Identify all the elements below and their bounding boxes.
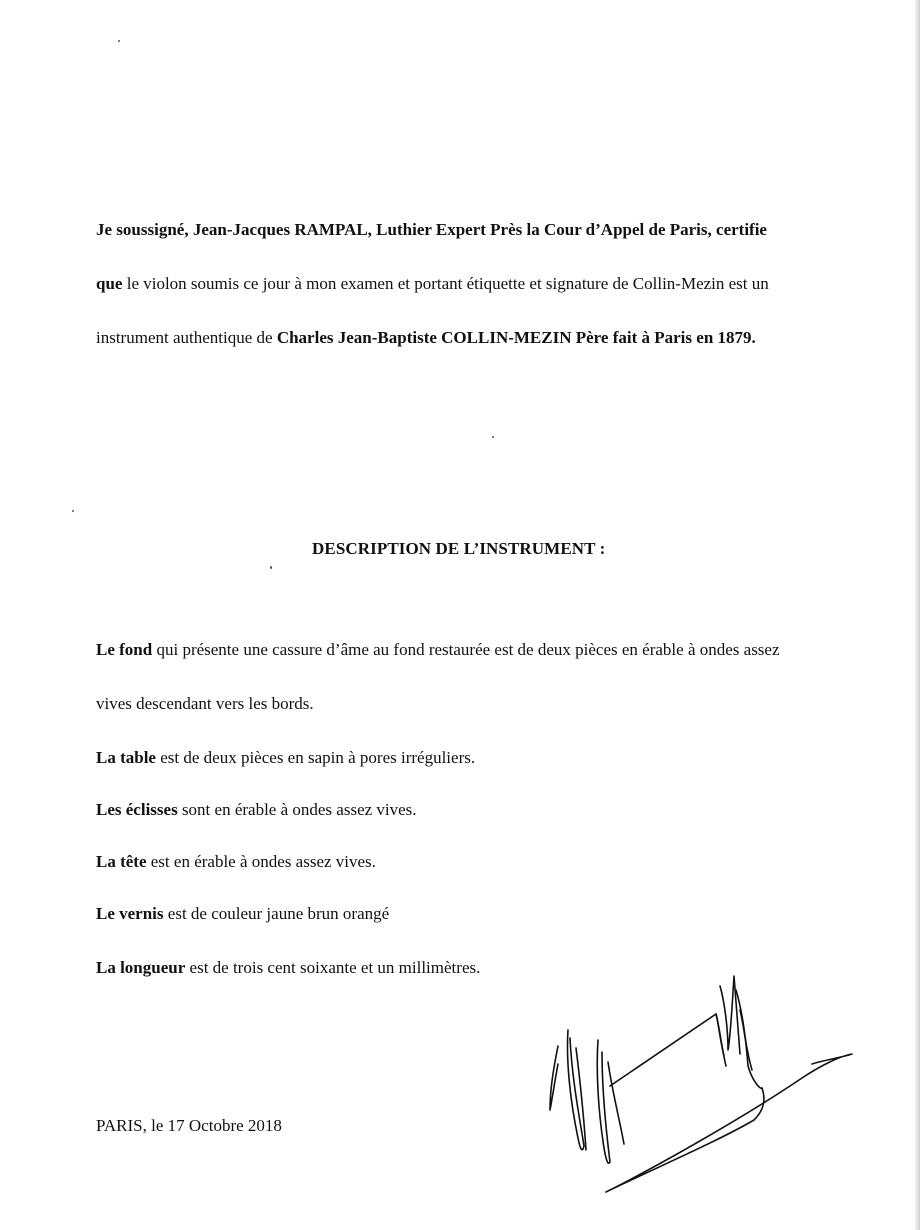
description-table: [96, 748, 475, 768]
certification-statement-bold: Je soussigné, Jean-Jacques RAMPAL, Luthier Expert Près la Cour d’Appel de Paris, certifie: [96, 220, 767, 239]
fond-term: Le fond: [96, 640, 153, 659]
scan-speck: [72, 510, 74, 512]
description-longueur: [96, 958, 480, 978]
vernis-text: est de couleur jaune brun orangé: [163, 904, 390, 923]
eclisses-term: Les éclisses: [96, 800, 178, 819]
scan-edge-shadow: [914, 0, 920, 1230]
certification-line-3-text: instrument authentique de: [96, 328, 277, 347]
description-heading: DESCRIPTION DE L’INSTRUMENT :: [312, 539, 606, 558]
table-term: La table: [96, 748, 156, 767]
tete-term: La tête: [96, 852, 147, 871]
place-date: PARIS, le 17 Octobre 2018: [96, 1116, 282, 1135]
tete-text: est en érable à ondes assez vives.: [146, 852, 376, 871]
longueur-term: La longueur: [96, 958, 186, 977]
certification-line-1: [96, 220, 767, 240]
certification-line-2-text: le violon soumis ce jour à mon examen et portant étiquette et signature de Collin-Mezin est un: [122, 274, 769, 293]
certification-line-3: [96, 328, 756, 348]
description-eclisses: [96, 800, 417, 820]
longueur-text: est de trois cent soixante et un millimètres.: [185, 958, 481, 977]
scan-speck: [270, 566, 272, 569]
maker-attribution-bold: Charles Jean-Baptiste COLLIN-MEZIN Père fait à Paris en 1879.: [276, 328, 756, 347]
certification-line-2: [96, 274, 769, 294]
description-vernis: [96, 904, 389, 924]
table-text: est de deux pièces en sapin à pores irréguliers.: [155, 748, 476, 767]
fond-text: qui présente une cassure d’âme au fond restaurée est de deux pièces en érable à ondes assez: [152, 640, 780, 659]
handwritten-signature: [540, 970, 860, 1200]
eclisses-text: sont en érable à ondes assez vives.: [177, 800, 417, 819]
scan-speck: [492, 436, 494, 438]
description-tete: [96, 852, 376, 872]
description-fond: [96, 640, 780, 660]
description-fond-continued: vives descendant vers les bords.: [96, 694, 314, 713]
scan-speck: [118, 40, 120, 42]
vernis-term: Le vernis: [96, 904, 164, 923]
certification-que-bold: que: [96, 274, 123, 293]
